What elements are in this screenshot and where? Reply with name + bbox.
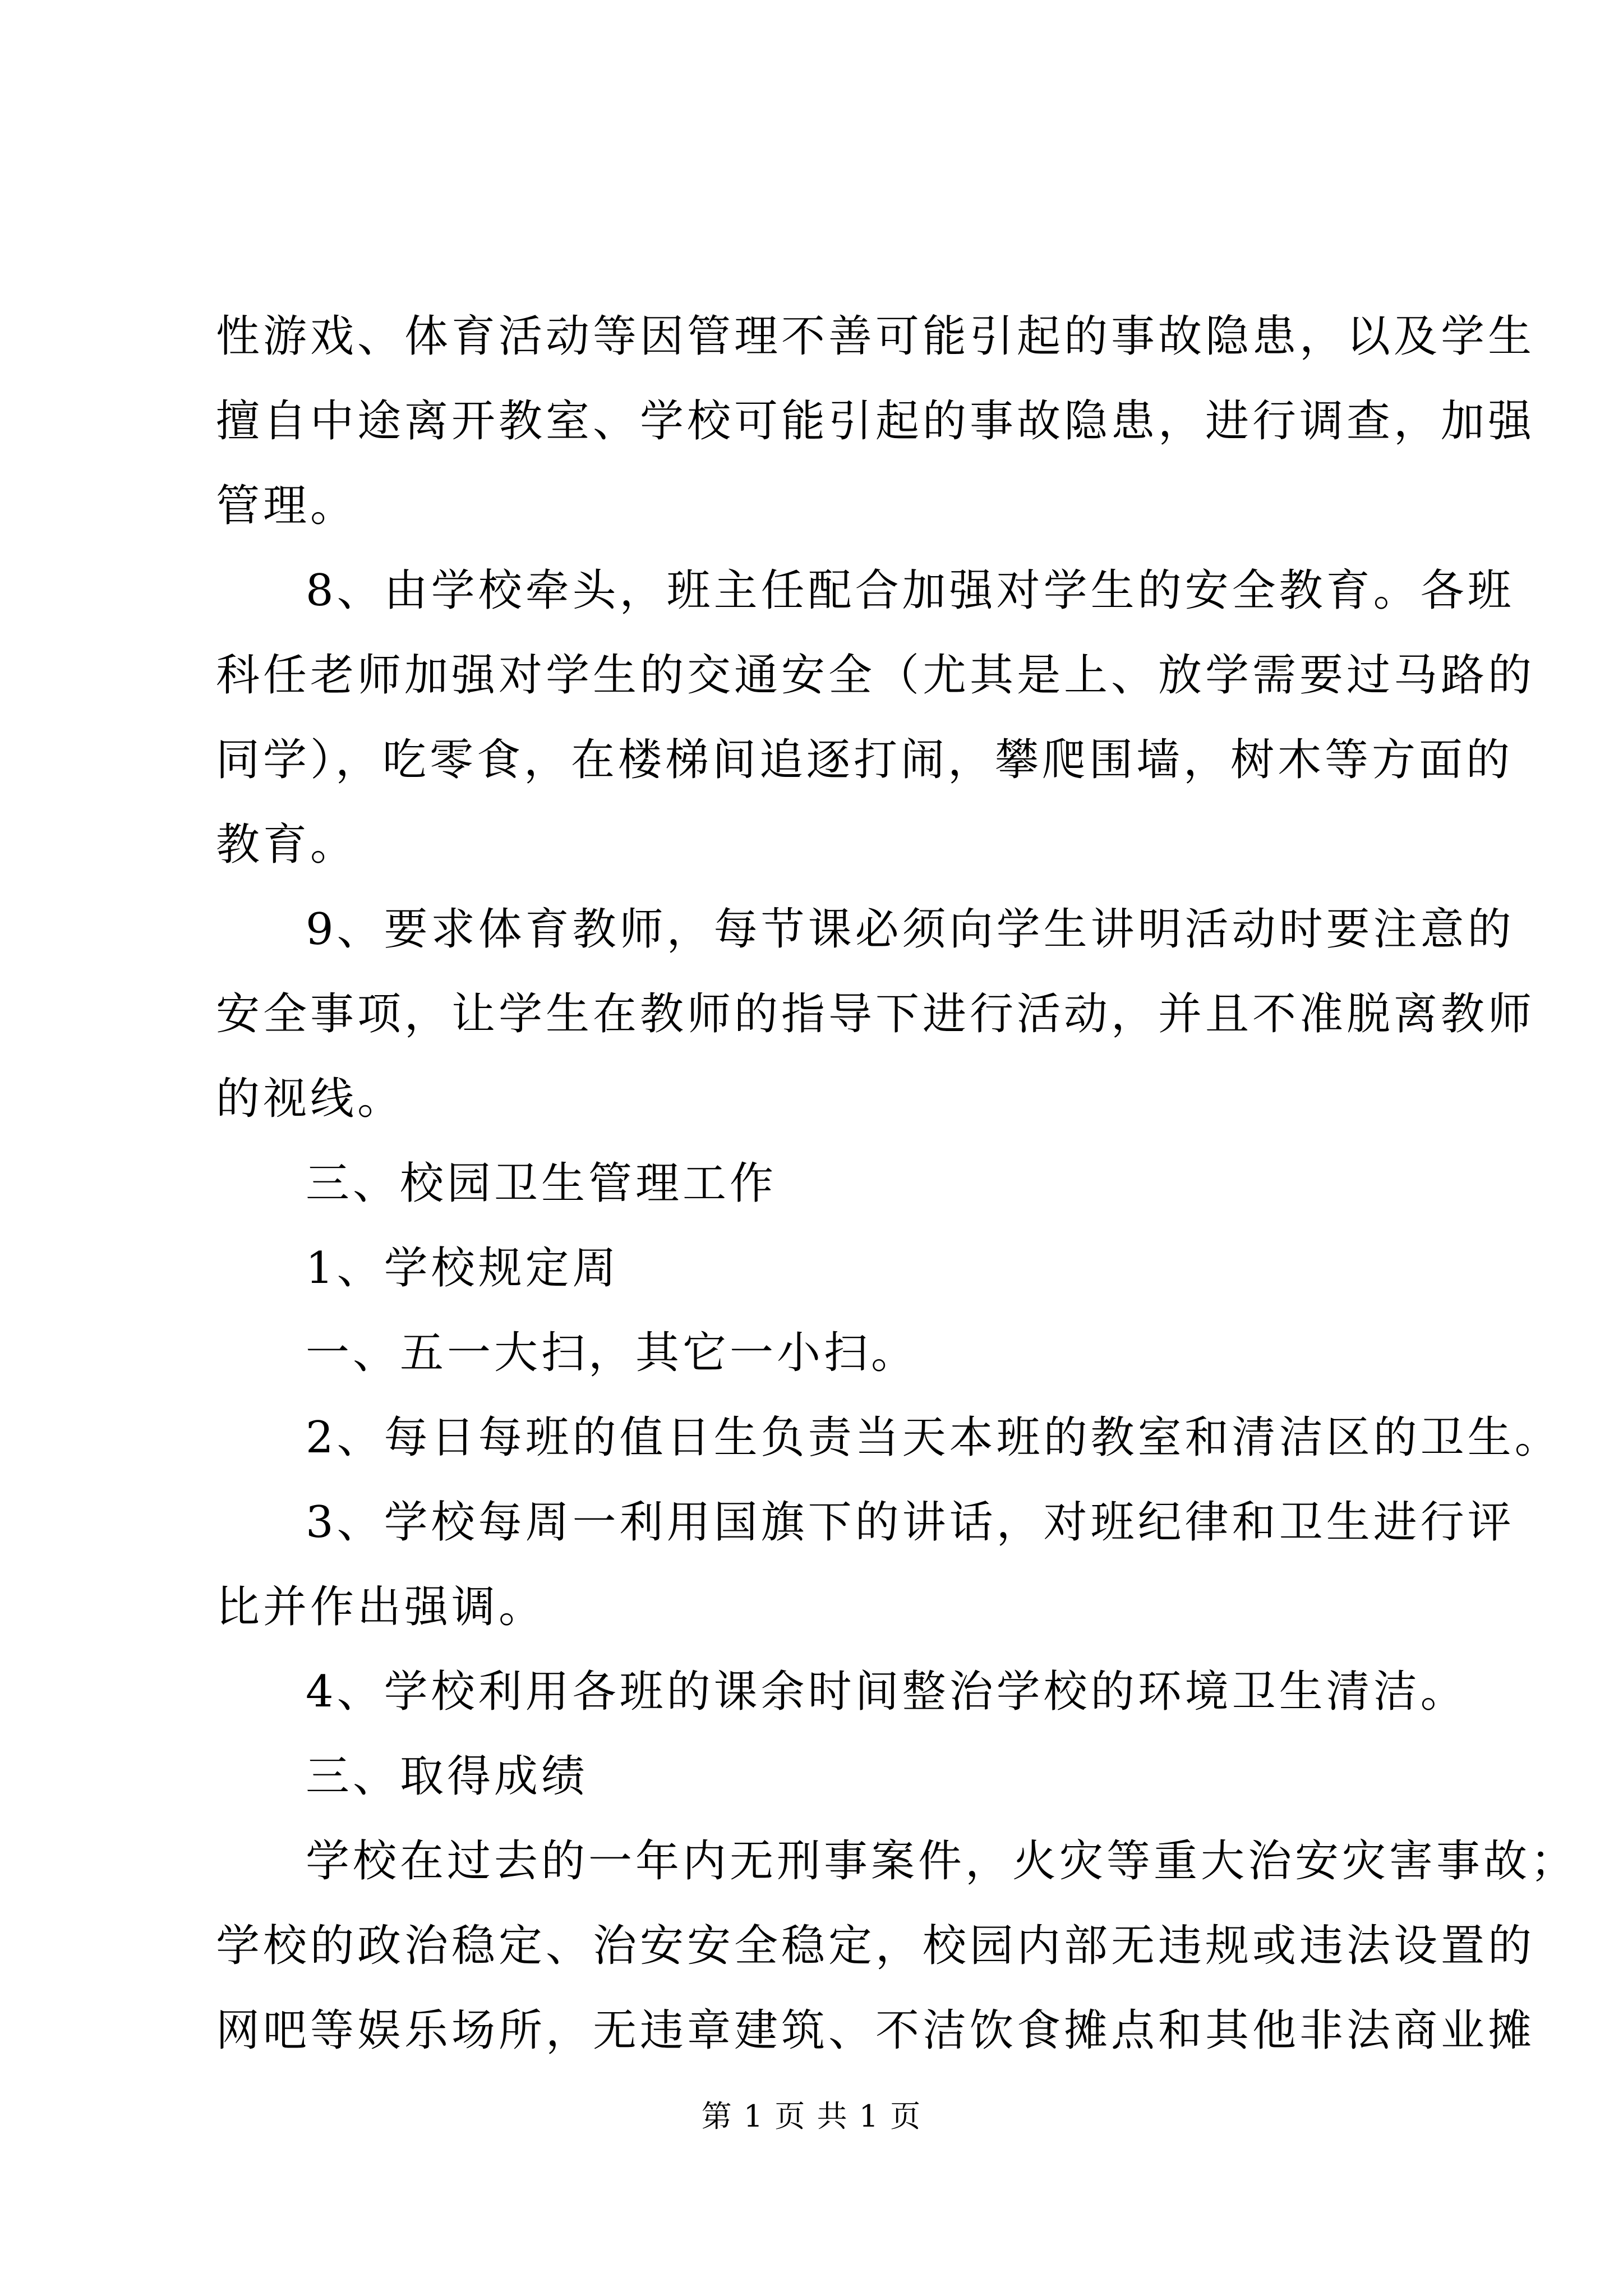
text-line: 的视线。: [216, 1074, 405, 1124]
section-heading: [216, 1142, 1416, 1226]
text-line: 学校的政治稳定、治安安全稳定，校园内部无违规或违法设置的: [216, 1921, 1536, 1971]
text-line: 3、学校每周一利用国旗下的讲话，对班纪律和卫生进行评: [306, 1497, 1515, 1548]
text-line: 三、校园卫生管理工作: [306, 1158, 777, 1209]
page-footer: 第 1 页 共 1 页: [701, 2099, 922, 2134]
text-line: 擅自中途离开教室、学校可能引起的事故隐患，进行调查，加强: [216, 396, 1536, 447]
text-line: 教育。: [216, 820, 358, 870]
text-line: 安全事项，让学生在教师的指导下进行活动，并且不准脱离教师: [216, 989, 1536, 1039]
paragraph-1: [216, 295, 1536, 549]
text-line: 性游戏、体育活动等因管理不善可能引起的事故隐患，以及学生: [216, 311, 1536, 362]
paragraph-7: [216, 1396, 1562, 1480]
text-line: 一、五一大扫，其它一小扫。: [306, 1328, 919, 1378]
document-body: [216, 295, 1578, 2073]
paragraph-6: [216, 1311, 1416, 1396]
text-line: 同学），吃零食，在楼梯间追逐打闹，攀爬围墙，树木等方面的: [216, 735, 1514, 785]
text-line: 2、每日每班的值日生负责当天本班的教室和清洁区的卫生。: [306, 1412, 1562, 1463]
text-line: 4、学校利用各班的课余时间整治学校的环境卫生清洁。: [306, 1667, 1468, 1717]
text-line: 网吧等娱乐场所，无违章建筑、不洁饮食摊点和其他非法商业摊: [216, 2005, 1536, 2056]
text-line: 科任老师加强对学生的交通安全（尤其是上、放学需要过马路的: [216, 650, 1536, 701]
paragraph-8: [216, 1480, 1515, 1650]
paragraph-3: [216, 887, 1536, 1142]
text-line: 9、要求体育教师，每节课必须向学生讲明活动时要注意的: [306, 904, 1515, 955]
paragraph-2: [216, 549, 1536, 887]
text-line: 1、学校规定周: [306, 1243, 620, 1294]
paragraph-9: [216, 1650, 1468, 1734]
text-line: 比并作出强调。: [216, 1582, 546, 1632]
section-heading: [216, 1734, 1416, 1819]
paragraph-5: [216, 1226, 1416, 1311]
text-line: 学校在过去的一年内无刑事案件，火灾等重大治安灾害事故；: [306, 1836, 1578, 1887]
text-line: 管理。: [216, 481, 358, 531]
paragraph-11: [216, 1819, 1578, 2073]
text-line: 三、取得成绩: [306, 1751, 589, 1802]
text-line: 8、由学校牵头，班主任配合加强对学生的安全教育。各班: [306, 565, 1515, 616]
